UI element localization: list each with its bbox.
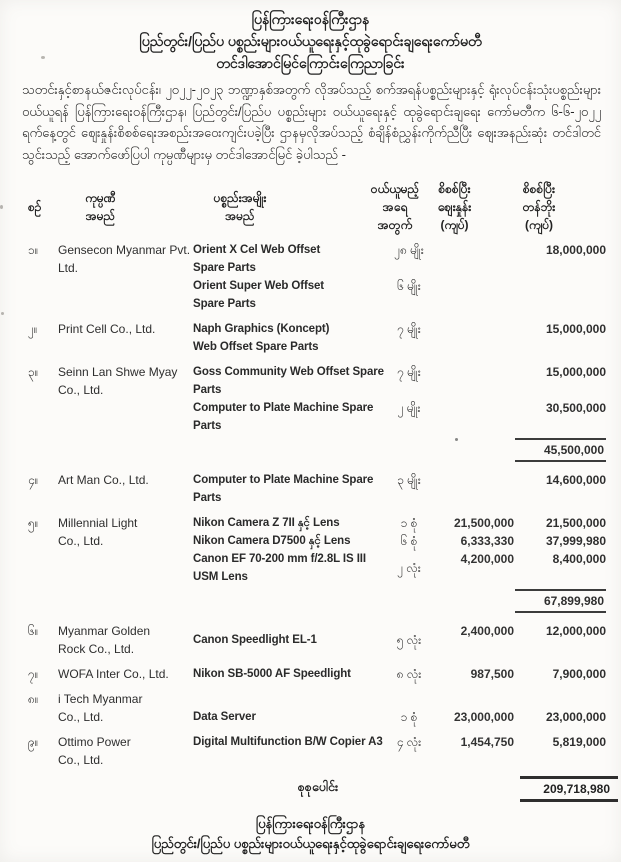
quantity: ၂ လုံး — [397, 561, 421, 575]
item-name: Canon EF 70-200 mm f/2.8L IS III USM Lens — [193, 553, 366, 583]
item-name: Digital Multifunction B/W Copier A3 — [193, 736, 383, 748]
item-row — [193, 622, 606, 658]
serial-number: ၈။ — [28, 692, 39, 706]
total-value: 15,000,000 — [545, 365, 606, 379]
total-value: 8,400,000 — [552, 552, 606, 566]
table-header — [0, 179, 621, 235]
col-header-unit-price: စိစစ်ပြီး ဈေးနှုန်း (ကျပ်) — [437, 182, 472, 232]
col-header-item: ပစ္စည်းအမျိုး အမည် — [213, 191, 267, 223]
quantity: ၁ စုံ — [400, 516, 418, 530]
item-row — [193, 733, 606, 751]
company-name: Print Cell Co., Ltd. — [58, 322, 156, 336]
unit-price: 23,000,000 — [453, 710, 514, 724]
scan-artifact — [455, 438, 458, 441]
item-row — [193, 550, 606, 586]
col-header-serial: စဉ် — [28, 200, 42, 214]
item-row — [193, 399, 606, 435]
unit-price: 6,333,330 — [460, 534, 514, 548]
ministry-title: ပြန်ကြားရေးဝန်ကြီးဌာန — [251, 11, 370, 27]
quantity: ၅ လုံး — [396, 633, 422, 647]
quantity: ၂ မျိုး — [397, 401, 421, 415]
table-row — [0, 241, 621, 313]
subtotal-row — [193, 589, 606, 613]
company-name: Seinn Lan Shwe Myay Co., Ltd. — [58, 365, 178, 397]
company-name: Art Man Co., Ltd. — [58, 473, 149, 487]
total-value: 12,000,000 — [545, 624, 606, 638]
item-name: Naph Graphics (Koncept) Web Offset Spare Parts — [193, 323, 330, 353]
total-value: 21,500,000 — [545, 516, 606, 530]
item-name: Data Server — [193, 711, 256, 723]
grand-total-label: စုစုပေါင်း — [297, 780, 339, 794]
item-name: Nikon Camera Z 7II နှင့် Lens — [193, 517, 340, 529]
item-row — [193, 514, 606, 532]
total-value: 23,000,000 — [545, 710, 606, 724]
item-name: Nikon SB-5000 AF Speedlight — [193, 668, 351, 680]
unit-price: 1,454,750 — [460, 735, 514, 749]
document-footer — [0, 814, 621, 854]
scan-artifact — [0, 205, 3, 209]
company-name: Millennial Light Co., Ltd. — [58, 516, 138, 548]
announcement-title: တင်ဒါအောင်မြင်ကြောင်းကြေညာခြင်း — [216, 55, 405, 71]
table-row — [0, 733, 621, 769]
serial-number: ၄။ — [28, 473, 39, 487]
table-row — [0, 363, 621, 464]
quantity: ၂၈ မျိုး — [394, 243, 424, 257]
quantity: ၄ လုံး — [396, 735, 422, 749]
company-name: WOFA Inter Co., Ltd. — [58, 667, 169, 681]
table-row — [0, 471, 621, 507]
scan-artifact — [41, 56, 45, 59]
unit-price: 21,500,000 — [453, 516, 514, 530]
item-row — [193, 241, 606, 277]
serial-number: ၆။ — [28, 624, 39, 638]
quantity: ၇ မျိုး — [397, 322, 421, 336]
company-name: Ottimo Power Co., Ltd. — [58, 735, 131, 767]
table-row — [0, 665, 621, 683]
item-row — [193, 363, 606, 399]
quantity: ၈ လုံး — [396, 667, 422, 681]
item-row — [193, 665, 606, 683]
quantity: ၃ မျိုး — [397, 473, 421, 487]
document-header — [0, 0, 621, 74]
quantity: ၇ မျိုး — [397, 365, 421, 379]
footer-ministry: ပြန်ကြားရေးဝန်ကြီးဌာန — [255, 816, 366, 831]
serial-number: ၁။ — [28, 243, 39, 257]
item-row — [193, 471, 606, 507]
item-name: Computer to Plate Machine Spare Parts — [193, 402, 374, 432]
footer-committee: ပြည်တွင်း/ပြည်ပ ပစ္စည်းများဝယ်ယူရေးနှင့်ထုခွဲရောင်းချရေးကော်မတီ — [151, 836, 470, 851]
quantity: ၆ မျိုး — [397, 279, 421, 293]
serial-number: ၂။ — [28, 322, 38, 336]
item-row — [193, 532, 606, 550]
table-row — [0, 622, 621, 658]
item-name: Computer to Plate Machine Spare Parts — [193, 474, 374, 504]
col-header-company: ကုမ္ပဏီ အမည် — [85, 191, 116, 223]
item-row — [193, 277, 606, 313]
unit-price: 987,500 — [470, 667, 514, 681]
serial-number: ၅။ — [28, 516, 39, 530]
item-name: Goss Community Web Offset Spare Parts — [193, 366, 384, 396]
total-value: 15,000,000 — [545, 322, 606, 336]
total-value: 7,900,000 — [552, 667, 606, 681]
company-name: Gensecon Myanmar Pvt. Ltd. — [58, 243, 191, 275]
table-body — [0, 241, 621, 769]
total-value: 30,500,000 — [545, 401, 606, 415]
company-name: Myanmar Golden Rock Co., Ltd. — [58, 624, 151, 656]
item-name: Canon Speedlight EL-1 — [193, 634, 317, 646]
grand-total-value: 209,718,980 — [520, 776, 618, 802]
table-row — [0, 690, 621, 726]
table-row — [0, 514, 621, 615]
item-row — [193, 320, 606, 356]
total-value: 18,000,000 — [545, 243, 606, 257]
company-name: i Tech Myanmar Co., Ltd. — [58, 692, 143, 724]
scan-artifact — [1, 312, 4, 315]
serial-number: ၇။ — [28, 667, 39, 681]
unit-price: 2,400,000 — [460, 624, 514, 638]
quantity: ၁ စုံ — [400, 710, 418, 724]
committee-title: ပြည်တွင်း/ပြည်ပ ပစ္စည်းများဝယ်ယူရေးနှင့်ထုခွဲရောင်းချရေးကော်မတီ — [139, 33, 482, 49]
serial-number: ၃။ — [28, 365, 39, 379]
subtotal-row — [193, 438, 606, 462]
total-value: 5,819,000 — [552, 735, 606, 749]
table-row — [0, 320, 621, 356]
serial-number: ၉။ — [28, 735, 39, 749]
col-header-quantity: ဝယ်ယူမည့် အရေ အတွက် — [370, 182, 420, 232]
grand-total-row — [0, 776, 621, 802]
intro-paragraph: သတင်းနှင့်စာနယ်ဇင်းလုပ်ငန်း၊ ၂၀၂၂-၂၀၂၃ ဘဏ္ဍာနှစ်အတွက် လိုအပ်သည့် စက်အရန်ပစ္စည်းများနှင့် ရုံးလုပ်ငန်းသုံးပစ္စည်းများဝယ်ယူရန် ပြန်ကြားရေးဝန်ကြီးဌာန၊ ပြည်တွင်း/ပြည်ပ ပစ္စည်းများ ဝယ်ယူရေးနှင့် ထုခွဲရောင်းချရေး ကော်မတီက ၆-၆-၂၀၂၂ ရက်နေ့တွင် ဈေးနှုန်းစိစစ်ရေးအစည်းအဝေးကျင်းပခဲ့ပြီး ဌာနမှလိုအပ်သည့် စံချိန်စံညွှန်းကိုက်ညီပြီး ဈေးအနည်းဆုံး တင်ဒါတင်သွင်းသည့် အောက်ဖော်ပြပါ ကုမ္ပဏီများမှ တင်ဒါအောင်မြင် ခဲ့ပါသည် - — [22, 82, 601, 162]
total-value: 14,600,000 — [545, 473, 606, 487]
subtotal-value: 67,899,980 — [515, 589, 606, 613]
subtotal-value: 45,500,000 — [515, 438, 606, 462]
item-name: Nikon Camera D7500 နှင့် Lens — [193, 535, 351, 547]
total-value: 37,999,980 — [545, 534, 606, 548]
item-name: Orient Super Web Offset Spare Parts — [193, 280, 325, 310]
item-name: Orient X Cel Web Offset Spare Parts — [193, 244, 321, 274]
col-header-total-value: စိစစ်ပြီး တန်ဘိုး (ကျပ်) — [522, 182, 556, 232]
quantity: ၆ စုံ — [400, 534, 418, 548]
item-row — [193, 690, 606, 726]
unit-price: 4,200,000 — [460, 552, 514, 566]
